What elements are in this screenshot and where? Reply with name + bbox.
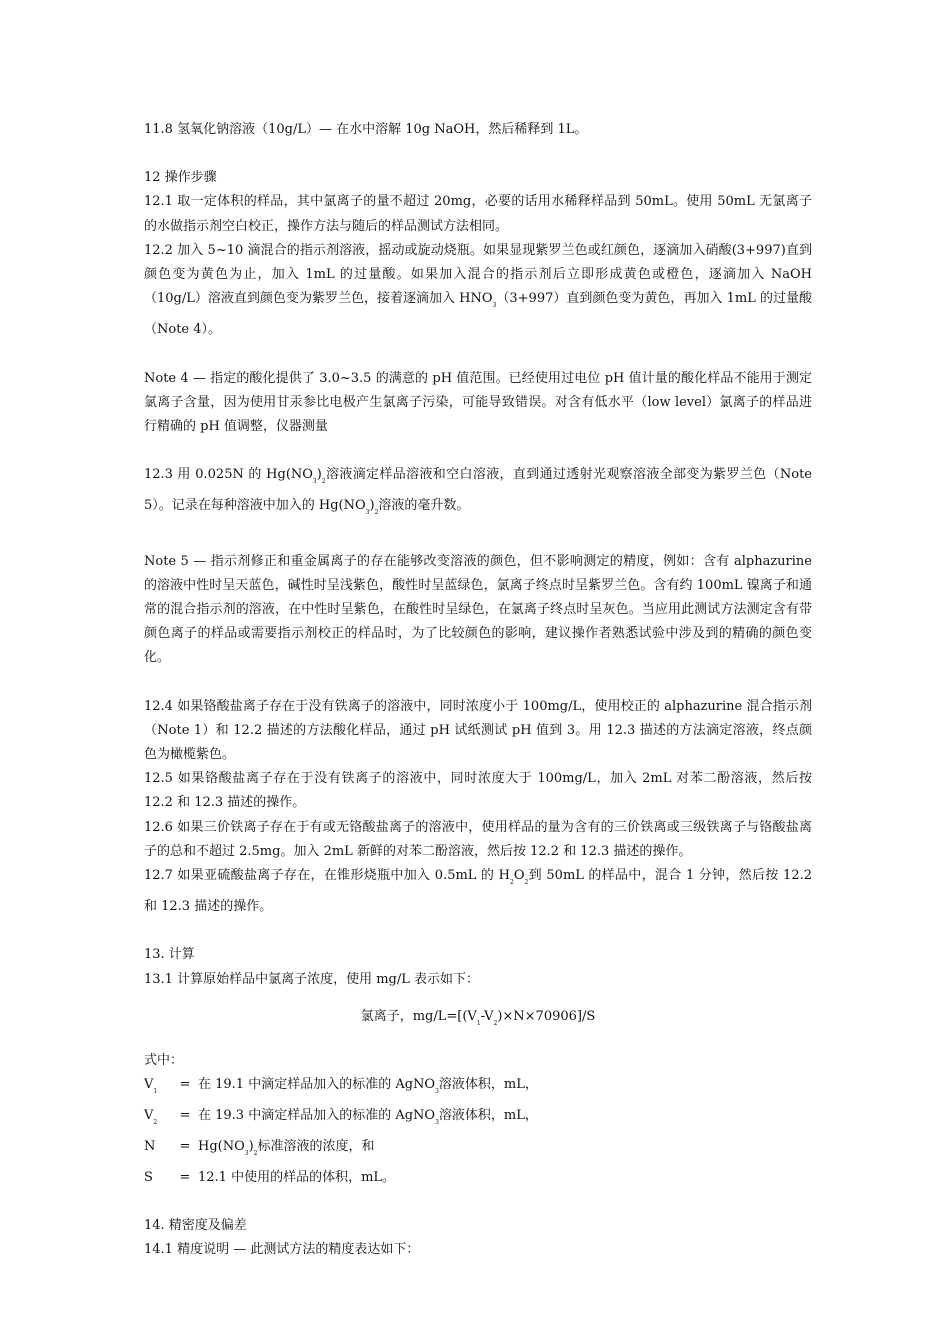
definition-v2: $V_2$ = 在 19.3 中滴定样品加入的标准的 AgNO$_3$溶液体积，mL，	[144, 1108, 538, 1127]
paragraph-12-7: 12.7 如果亚硫酸盐离子存在，在锥形烧瓶中加入 0.5mL 的 $H_2O_2$到 50mL 的样品中，混合 1 分钟，然后按 12.2 和 12.3 描述的操作。	[144, 868, 812, 915]
section-14-title: 14. 精密度及偏差	[144, 1218, 247, 1234]
section-13-title: 13. 计算	[144, 947, 195, 963]
document-body	[144, 118, 812, 1263]
note-4: Note 4 — 指定的酸化提供了 3.0~3.5 的满意的 pH 值范围。已经使用过电位 pH 值计量的酸化样品不能用于测定氯离子含量，因为使用甘汞参比电极产生氯离子污染，可能导致错误。对含有低水平（low level）氯离子的样品进行精确的 pH 值调整，仪器测量	[144, 370, 812, 435]
paragraph-12-1: 12.1 取一定体积的样品，其中氯离子的量不超过 20mg，必要的话用水稀释样品到 50mL。使用 50mL 无氯离子的水做指示剂空白校正，操作方法与随后的样品测试方法相同。	[144, 194, 812, 234]
paragraph-13-1: 13.1 计算原始样品中氯离子浓度，使用 mg/L 表示如下：	[144, 971, 480, 987]
where-label: 式中：	[144, 1052, 184, 1068]
paragraph-12-3: 12.3 用 0.025N 的 $Hg(NO_3)_2$溶液滴定样品溶液和空白溶液，直到通过透射光观察溶液全部变为紫罗兰色（Note 5）。记录在每种溶液中加入的 $Hg(NO_3)_2$溶液的毫升数。	[144, 467, 812, 517]
chloride-formula: 氯离子，$mg/L=[(V_1-V_2)\times N\times 70906]/S$	[360, 1008, 596, 1027]
paragraph-12-6: 12.6 如果三价铁离子存在于有或无铬酸盐离子的溶液中，使用样品的量为含有的三价铁离或三级铁离子与铬酸盐离子的总和不超过 2.5mg。加入 2mL 新鲜的对苯二酚溶液，然后按 12.2 和 12.3 描述的操作。	[144, 819, 812, 859]
definition-v1: $V_1$ = 在 19.1 中滴定样品加入的标准的 AgNO$_3$溶液体积，mL，	[144, 1077, 538, 1096]
definition-n: N = $Hg(NO_3)_2$标准溶液的浓度，和	[144, 1139, 375, 1158]
paragraph-12-2: 12.2 加入 5~10 滴混合的指示剂溶液，摇动或旋动烧瓶。如果显现紫罗兰色或红颜色，逐滴加入硝酸(3+997)直到颜色变为黄色为止，加入 1mL 的过量酸。如果加入混合的指示剂后立即形成黄色或橙色，逐滴加入 NaOH（10g/L）溶液直到颜色变为紫罗兰色，接着逐滴加入 $HNO_3(3+997)$直到颜色变为黄色，再加入 1mL 的过量酸（Note 4）。	[144, 242, 812, 338]
note-5: Note 5 — 指示剂修正和重金属离子的存在能够改变溶液的颜色，但不影响测定的精度，例如：含有 alphazurine 的溶液中性时呈天蓝色，碱性时呈浅紫色，酸性时呈蓝绿色，氯离子终点时呈紫罗兰色。含有约 100mL 镍离子和通常的混合指示剂的溶液，在中性时呈紫色，在酸性时呈绿色，在氯离子终点时呈灰色。当应用此测试方法测定含有带颜色离子的样品或需要指示剂校正的样品时，为了比较颜色的影响，建议操作者熟悉试验中涉及到的精确的颜色变化。	[144, 553, 812, 666]
paragraph-12-5: 12.5 如果铬酸盐离子存在于没有铁离子的溶液中，同时浓度大于 100mg/L，加入 2mL 对苯二酚溶液，然后按 12.2 和 12.3 描述的操作。	[144, 771, 812, 811]
paragraph-12-4: 12.4 如果铬酸盐离子存在于没有铁离子的溶液中，同时浓度小于 100mg/L，使用校正的 alphazurine 混合指示剂（Note 1）和 12.2 描述的方法酸化样品，通过 pH 试纸测试 pH 值到 3。用 12.3 描述的方法滴定溶液，终点颜色为橄榄紫色。	[144, 698, 812, 763]
paragraph-14-1: 14.1 精度说明 — 此测试方法的精度表达如下：	[144, 1242, 420, 1258]
section-11-8: 11.8 氢氧化钠溶液（10g/L）— 在水中溶解 10g NaOH，然后稀释到 1L。	[144, 122, 588, 137]
section-12-title: 12 操作步骤	[144, 170, 217, 186]
definition-s: S = 12.1 中使用的样品的体积，mL。	[144, 1170, 396, 1186]
